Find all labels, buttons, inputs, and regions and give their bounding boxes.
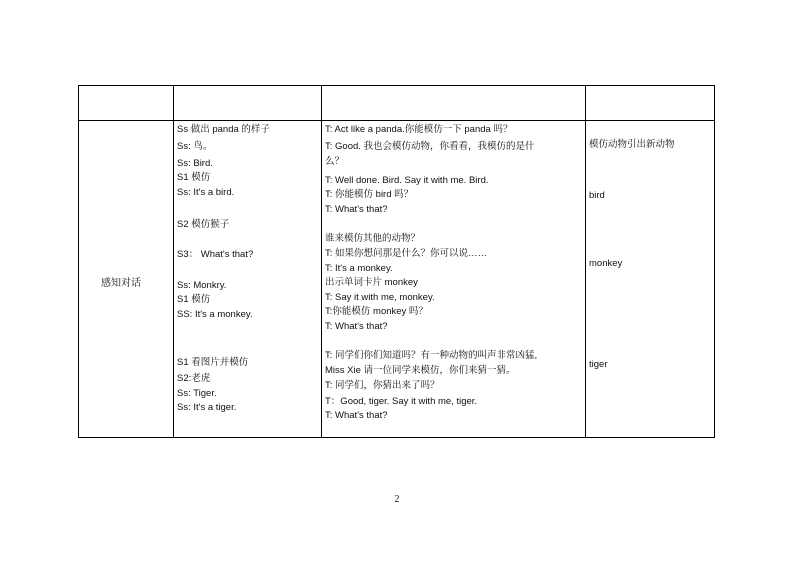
purpose-line: tiger [589,359,608,370]
student-line: S1 模仿 [177,294,211,305]
purpose-line: monkey [589,258,623,269]
purpose-line: bird [589,190,605,201]
student-activity-cell [177,86,317,437]
teacher-line: 么？ [325,156,345,167]
teacher-line: T: Act like a panda.你能模仿一下 panda 吗？ [325,124,513,135]
teacher-line: 出示单词卡片 monkey [325,277,418,288]
teacher-line: Miss Xie 请一位同学来模仿，你们来猜一猜。 [325,365,516,376]
student-line: SS: It's a monkey. [177,309,253,320]
teacher-line: T: What's that? [325,204,388,215]
teacher-line: T:你能模仿 monkey 吗？ [325,306,428,317]
student-line: S1 看图片并模仿 [177,357,249,368]
column-divider [585,86,586,437]
student-line: Ss: It's a tiger. [177,402,237,413]
student-line: Ss: Monkry. [177,280,227,291]
student-line: S2 模仿猴子 [177,219,230,230]
student-line: Ss 做出 panda 的样子 [177,124,270,135]
teacher-line: T：Good, tiger. Say it with me, tiger. [325,396,478,407]
teacher-line: T: 同学们你们知道吗？有一种动物的叫声非常凶猛, [325,350,538,361]
student-line: Ss: Bird. [177,158,213,169]
teacher-line: T: 你能模仿 bird 吗？ [325,189,414,200]
lesson-table [78,85,715,438]
teacher-line: 谁来模仿其他的动物？ [325,233,421,244]
teacher-line: T: 如果你想问那是什么？你可以说…… [325,248,488,259]
teacher-line: T: 同学们，你猜出来了吗？ [325,380,440,391]
row-label: 感知对话 [101,278,141,289]
design-purpose-cell [589,86,711,437]
column-divider [321,86,322,437]
teacher-activity-cell [325,86,581,437]
student-line: S2:老虎 [177,373,211,384]
teacher-line: T: Say it with me, monkey. [325,292,435,303]
page-number: 2 [394,494,400,505]
student-line: Ss: Tiger. [177,388,217,399]
purpose-line: 模仿动物引出新动物 [589,139,675,150]
teacher-line: T: What's that? [325,410,388,421]
teacher-line: T: It's a monkey. [325,263,393,274]
student-line: Ss: 鸟。 [177,141,213,152]
teacher-line: T: Well done. Bird. Say it with me. Bird. [325,175,489,186]
student-line: S3： What's that? [177,249,254,260]
teacher-line: T: Good. 我也会模仿动物，你看看，我模仿的是什 [325,141,535,152]
student-line: S1 模仿 [177,172,211,183]
column-divider [173,86,174,437]
teacher-line: T: What's that? [325,321,388,332]
student-line: Ss: It's a bird. [177,187,235,198]
